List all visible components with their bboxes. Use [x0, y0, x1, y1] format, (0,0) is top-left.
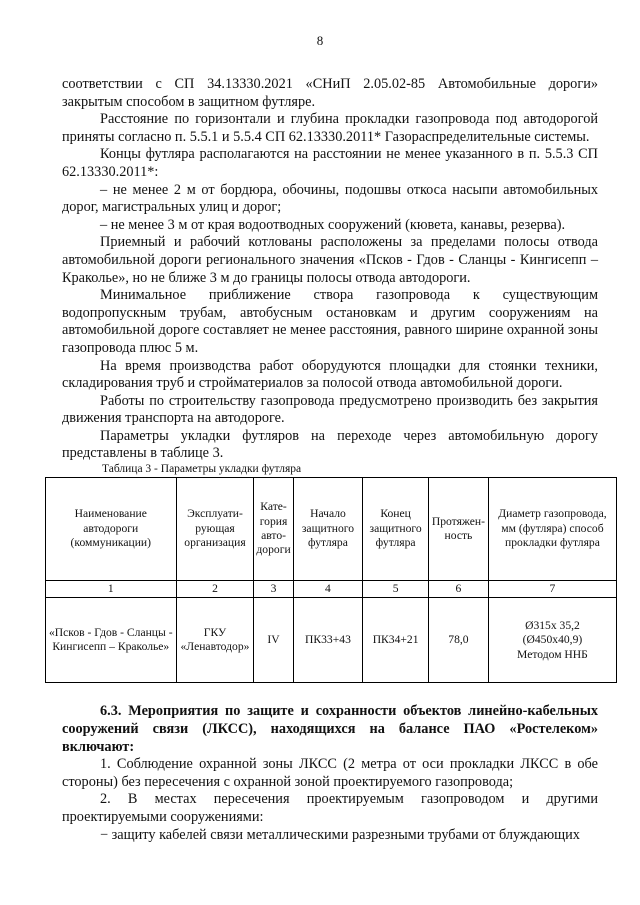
table-caption: Таблица 3 - Параметры укладки футляра	[102, 463, 302, 476]
column-number: 6	[428, 581, 488, 598]
cell-operator-line: ГКУ	[203, 626, 227, 640]
list-item: – не менее 2 м от бордюра, обочины, подошвы откоса насыпи автомобильных дорог, магистральных улиц и дорог;	[62, 181, 598, 216]
cell-category: IV	[254, 598, 293, 683]
cell-length: 78,0	[428, 598, 488, 683]
page-number: 8	[316, 33, 324, 48]
document-body	[48, 76, 607, 844]
paragraph: На время производства работ оборудуются площадки для стоянки техники, складирования труб и стройматериалов за полосой отвода автомобильной дороги.	[62, 357, 598, 392]
cell-operator	[176, 598, 254, 683]
table-row	[46, 598, 617, 683]
list-item: – не менее 3 м от края водоотводных сооружений (кювета, канавы, резерва).	[100, 216, 566, 233]
cell-start: ПК33+43	[293, 598, 363, 683]
cell-road: «Псков - Гдов - Сланцы - Кингисепп – Краколье»	[46, 598, 177, 683]
paragraph: Минимальное приближение створа газопровода к существующим водопропускным трубам, автобусным остановкам и другим сооружениям на автомобильной дороге составляет не менее расстояния, равного ширине охранной зоны газопровода плюс 5 м.	[62, 287, 598, 356]
paragraph: Параметры укладки футляров на переходе через автомобильную дорогу представлены в таблице 3.	[62, 427, 598, 462]
parameters-table	[45, 477, 617, 683]
section-heading: 6.3. Мероприятия по защите и сохранности объектов линейно-кабельных сооружений связи (ЛКСС), находящихся на балансе ПАО «Ростелеком» включают:	[62, 703, 598, 755]
column-number: 5	[363, 581, 429, 598]
list-item: 2. В местах пересечения проектируемым газопроводом и другими проектируемыми сооружениями:	[62, 791, 598, 826]
table-header-row	[46, 478, 617, 581]
header-diameter: Диаметр газопровода, мм (футляра) способ прокладки футляра	[488, 478, 616, 581]
paragraph: Расстояние по горизонтали и глубина прокладки газопровода под автодорогой приняты согласно п. 5.5.1 и 5.5.4 СП 62.13330.2011* Газораспределительные системы.	[62, 111, 598, 145]
list-item: 1. Соблюдение охранной зоны ЛКСС (2 метра от оси прокладки ЛКСС в обе стороны) без пересечения с охранной зоной проектируемого газопровода;	[62, 756, 598, 790]
paragraph: Концы футляра располагаются на расстоянии не менее указанного в п. 5.5.3 СП 62.13330.2011*:	[62, 146, 598, 180]
column-number: 4	[293, 581, 363, 598]
paragraph: Приемный и рабочий котлованы расположены за пределами полосы отвода автомобильной дороги регионального значения «Псков - Гдов - Сланцы - Кингисепп – Краколье», но не ближе 3 м до границы полосы отвода автодороги.	[62, 234, 598, 286]
header-category: Кате-гория авто-дороги	[254, 478, 293, 581]
header-start: Начало защитного футляра	[293, 478, 363, 581]
cell-diameter	[488, 598, 616, 683]
column-number-row	[46, 581, 617, 598]
header-length: Протяжен-ность	[428, 478, 488, 581]
cell-diameter-line: (Ø450х40,9)	[522, 633, 583, 647]
column-number: 2	[176, 581, 254, 598]
header-road-name: Наименование автодороги (коммуникации)	[46, 478, 177, 581]
column-number: 7	[488, 581, 616, 598]
header-end: Конец защитного футляра	[363, 478, 429, 581]
list-item: − защиту кабелей связи металлическими разрезными трубами от блуждающих	[100, 826, 580, 843]
cell-diameter-line: Методом ННБ	[517, 647, 588, 661]
paragraph: Работы по строительству газопровода предусмотрено производить без закрытия движения транспорта на автодороге.	[62, 392, 598, 427]
cell-end: ПК34+21	[363, 598, 429, 683]
cell-diameter-line: Ø315х 35,2	[525, 618, 580, 632]
column-number: 3	[254, 581, 293, 598]
cell-operator-line: «Ленавтодор»	[180, 640, 250, 654]
paragraph: соответствии с СП 34.13330.2021 «СНиП 2.05.02-85 Автомобильные дороги» закрытым способом в защитном футляре.	[62, 76, 598, 110]
header-operator: Эксплуати-рующая организация	[176, 478, 254, 581]
column-number: 1	[46, 581, 177, 598]
